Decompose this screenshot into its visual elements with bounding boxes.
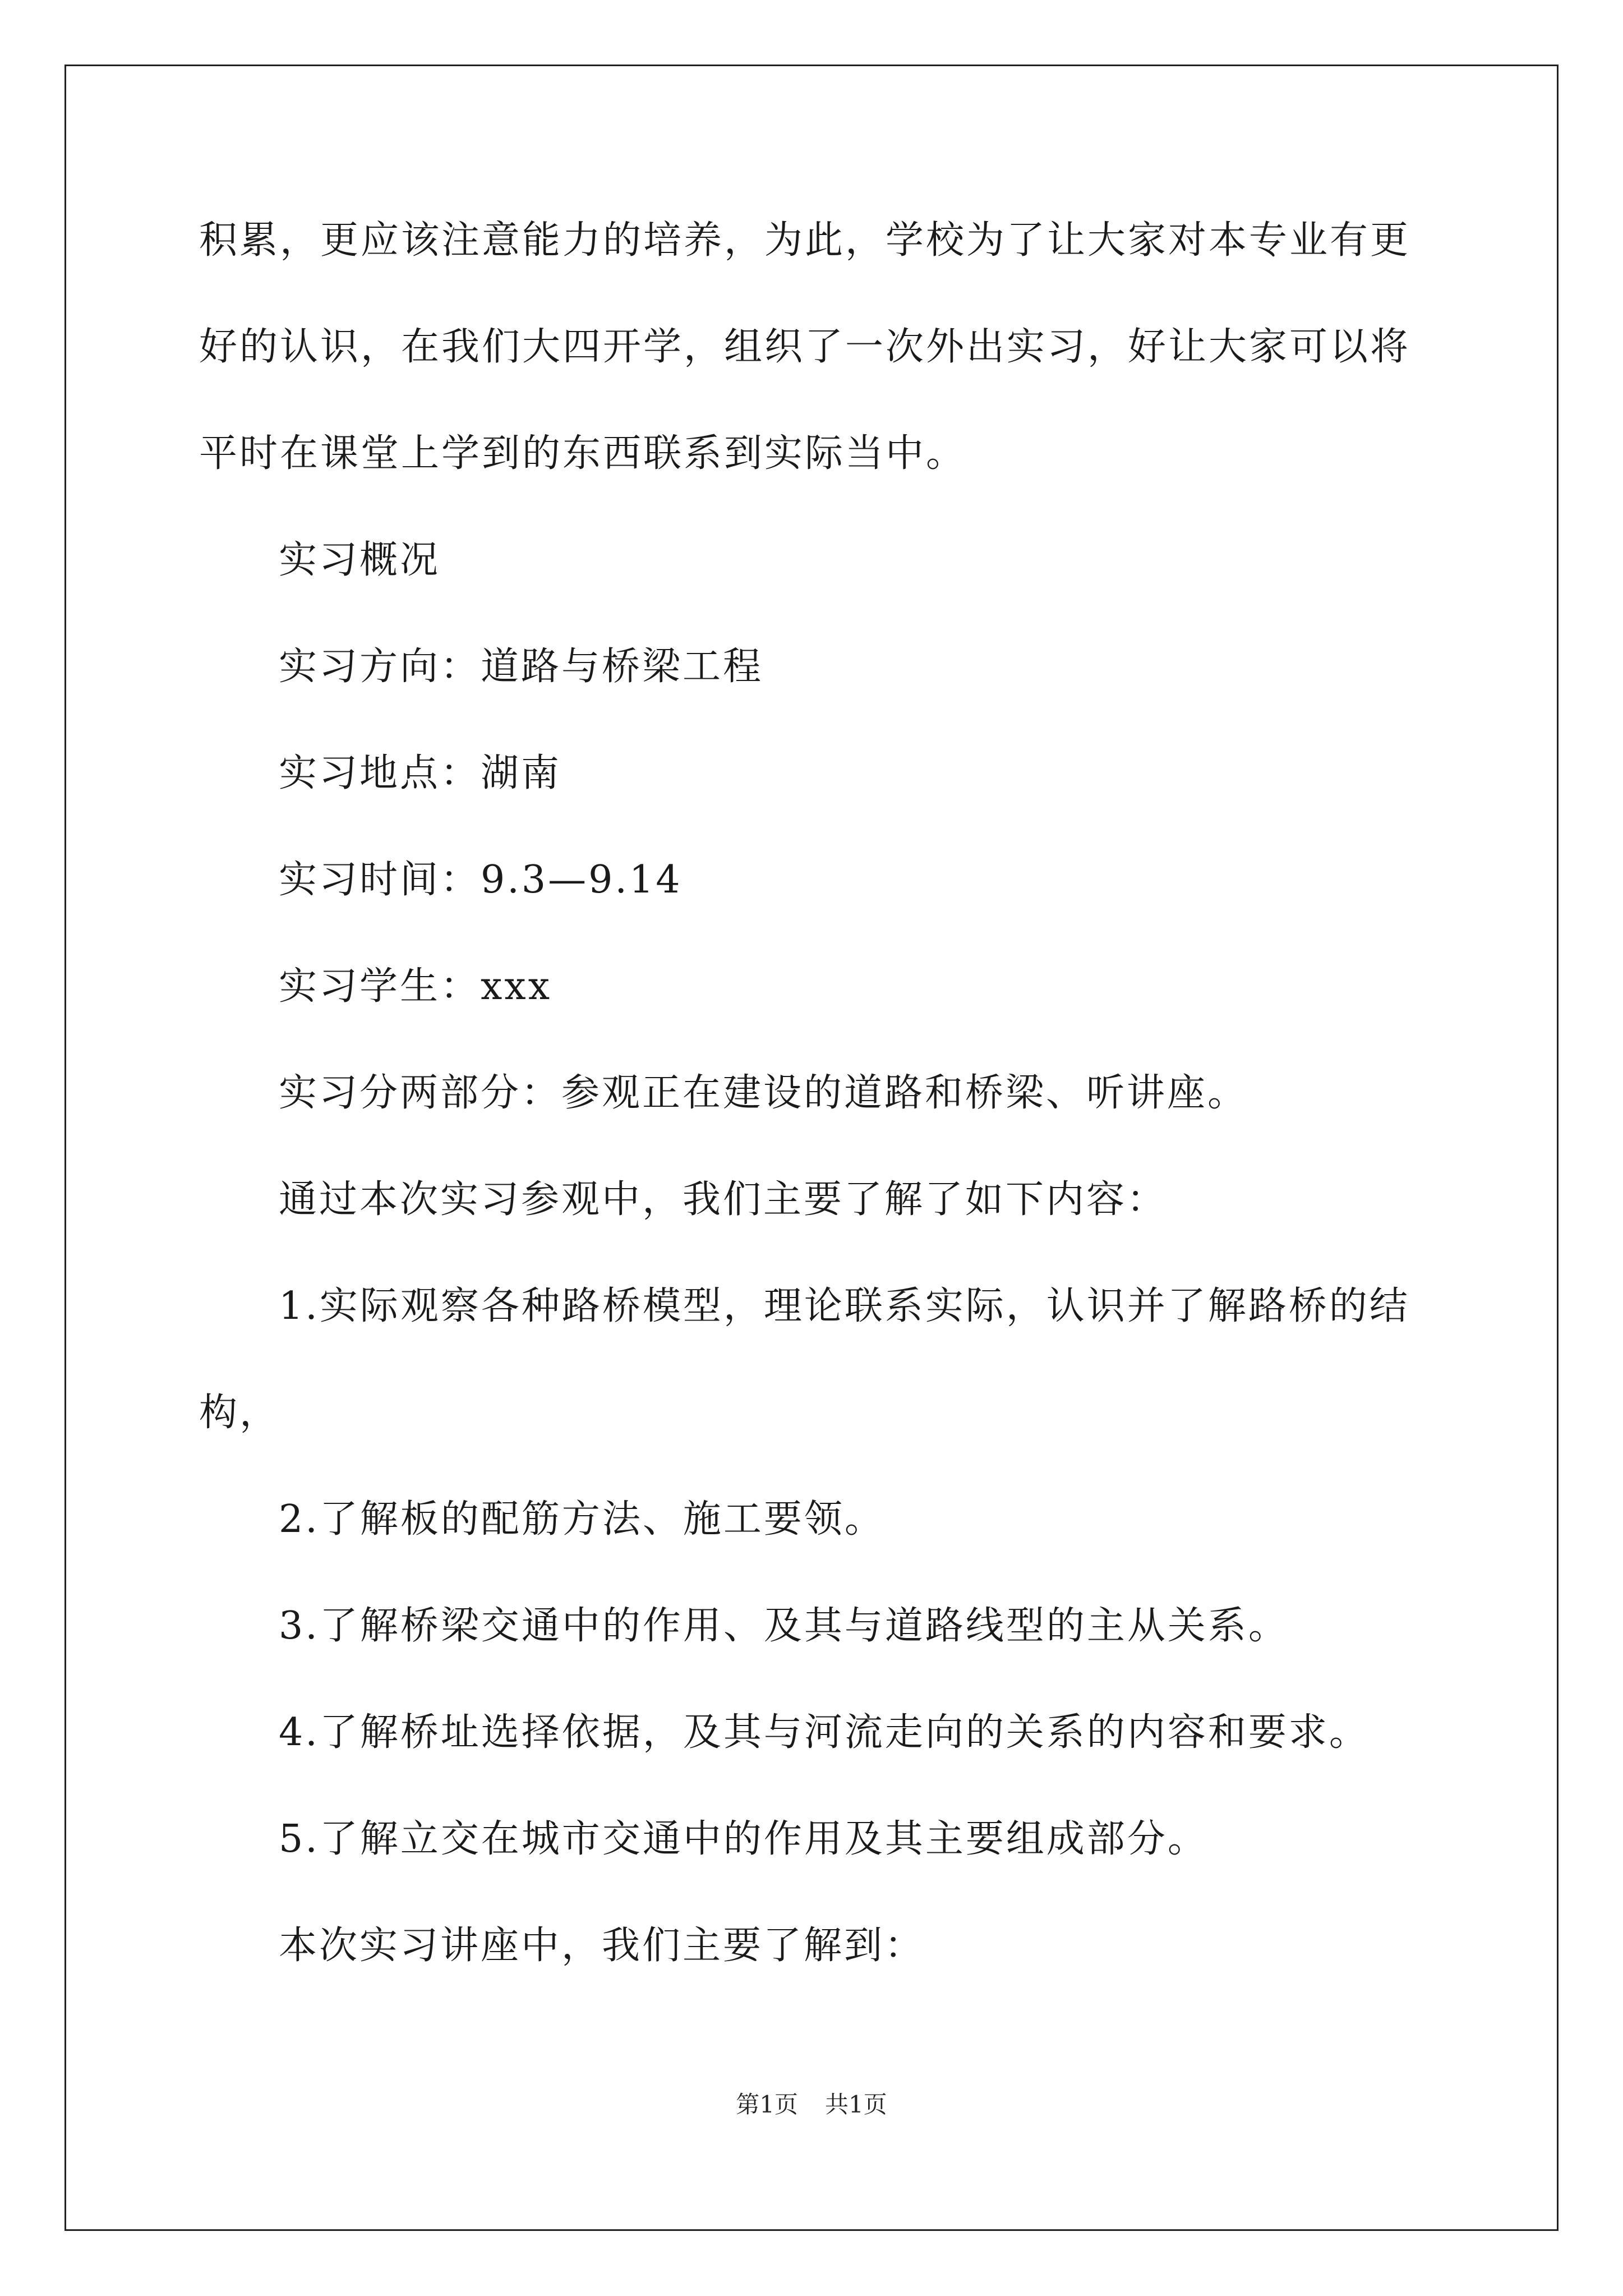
paragraph-line: 好的认识，在我们大四开学，组织了一次外出实习，好让大家可以将 — [199, 325, 1411, 369]
page-total: 共1页 — [825, 2091, 887, 2118]
info-student: 实习学生：xxx — [279, 964, 552, 1009]
info-location: 实习地点：湖南 — [279, 751, 562, 795]
paragraph-line: 通过本次实习参观中，我们主要了解了如下内容： — [279, 1177, 1168, 1222]
page-footer — [0, 2088, 1623, 2122]
list-item: 1.实际观察各种路桥模型，理论联系实际，认识并了解路桥的结 — [279, 1284, 1410, 1328]
section-heading: 实习概况 — [279, 538, 441, 582]
page-number: 第1页 — [736, 2091, 798, 2118]
paragraph-line: 平时在课堂上学到的东西联系到实际当中。 — [199, 431, 967, 476]
list-item: 3.了解桥梁交通中的作用、及其与道路线型的主从关系。 — [279, 1604, 1289, 1648]
paragraph-line: 本次实习讲座中，我们主要了解到： — [279, 1924, 925, 1968]
list-item: 5.了解立交在城市交通中的作用及其主要组成部分。 — [279, 1817, 1208, 1861]
document-body — [199, 210, 1430, 2022]
list-item: 4.了解桥址选择依据，及其与河流走向的关系的内容和要求。 — [279, 1710, 1370, 1755]
info-direction: 实习方向：道路与桥梁工程 — [279, 645, 764, 689]
info-time: 实习时间：9.3—9.14 — [279, 858, 683, 902]
paragraph-line: 实习分两部分：参观正在建设的道路和桥梁、听讲座。 — [279, 1071, 1248, 1115]
paragraph-line: 积累，更应该注意能力的培养，为此，学校为了让大家对本专业有更 — [199, 218, 1411, 263]
list-item-continuation: 构， — [199, 1391, 280, 1435]
list-item: 2.了解板的配筋方法、施工要领。 — [279, 1497, 885, 1542]
